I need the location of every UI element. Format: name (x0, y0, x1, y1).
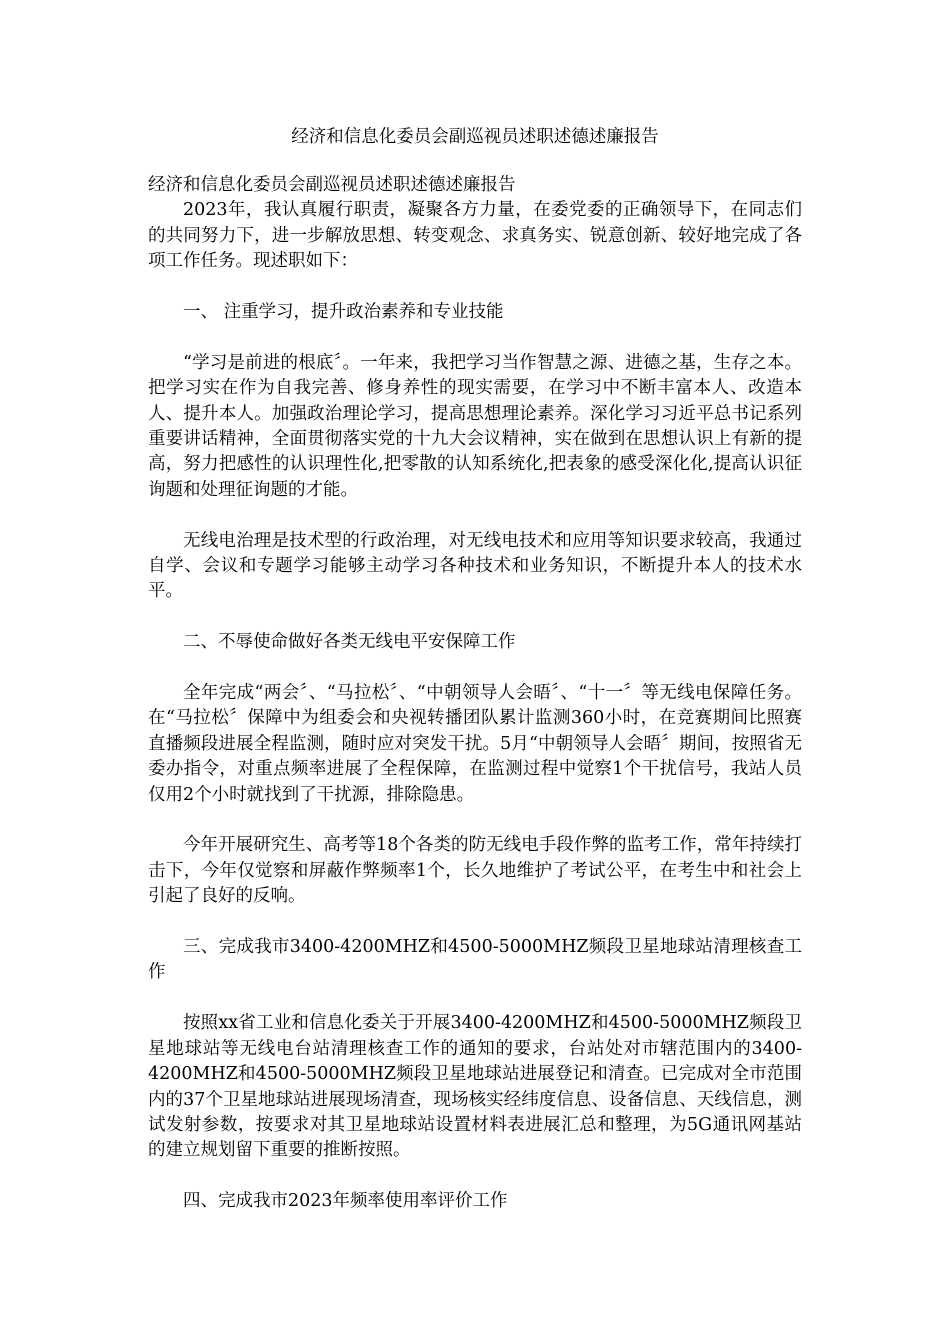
paragraph-technical: 无线电治理是技术型的行政治理，对无线电技术和应用等知识要求较高，我通过自学、会议和专题学习能够主动学习各种技术和业务知识，不断提升本人的技术水平。 (148, 530, 802, 602)
document-title: 经济和信息化委员会副巡视员述职述德述廉报告 (291, 127, 659, 147)
paragraph-satellite: 按照xx省工业和信息化委关于开展3400-4200MHZ和4500-5000MHZ频段卫星地球站等无线电台站清理核查工作的通知的要求，台站处对市辖范围内的3400-4200MHZ和4500-5000MHZ频段卫星地球站进展登记和清查。已完成对全市范围内的37个卫星地球站进展现场清查，现场核实经纬度信息、设备信息、天线信息，测试发射参数，按要求对其卫星地球站设置材料表进展汇总和整理，为5G通讯网基站的建立规划留下重要的推断按照。 (148, 1013, 802, 1161)
document-body (148, 173, 802, 1215)
section-heading-1: 一、 注重学习，提升政治素养和专业技能 (183, 302, 504, 323)
paragraph-security: 全年完成“两会〞、“马拉松〞、“中朝领导人会晤〞、“十一〞等无线电保障任务。在“马拉松〞保障中为组委会和央视转播团队累计监测360小时，在竞赛期间比照赛直播频段进展全程监测，随时应对突发干扰。5月“中朝领导人会晤〞期间，按照省无委办指令，对重点频率进展了全程保障，在监测过程中觉察1个干扰信号，我站人员仅用2个小时就找到了干扰源，排除隐患。 (148, 683, 802, 805)
section-heading-3: 三、完成我市3400-4200MHZ和4500-5000MHZ频段卫星地球站清理核查工作 (148, 937, 802, 983)
paragraph-study: “学习是前进的根底〞。一年来，我把学习当作智慧之源、进德之基，生存之本。把学习实在作为自我完善、修身养性的现实需要，在学习中不断丰富本人、改造本人、提升本人。加强政治理论学习，提高思想理论素养。深化学习习近平总书记系列重要讲话精神，全面贯彻落实党的十九大会议精神，实在做到在思想认识上有新的提高，努力把感性的认识理性化,把零散的认知系统化,把表象的感受深化化,提高认识征询题和处理征询题的才能。 (148, 352, 802, 500)
document-subtitle: 经济和信息化委员会副巡视员述职述德述廉报告 (148, 175, 516, 195)
paragraph-intro: 2023年，我认真履行职责，凝聚各方力量，在委党委的正确领导下，在同志们的共同努力下，进一步解放思想、转变观念、求真务实、锐意创新、较好地完成了各项工作任务。现述职如下： (148, 200, 802, 272)
section-heading-2: 二、不辱使命做好各类无线电平安保障工作 (183, 632, 516, 653)
paragraph-exams: 今年开展研究生、高考等18个各类的防无线电手段作弊的监考工作，常年持续打击下，今年仅觉察和屏蔽作弊频率1个，长久地维护了考试公平，在考生中和社会上引起了良好的反响。 (148, 835, 802, 907)
section-heading-4: 四、完成我市2023年频率使用率评价工作 (183, 1191, 508, 1212)
